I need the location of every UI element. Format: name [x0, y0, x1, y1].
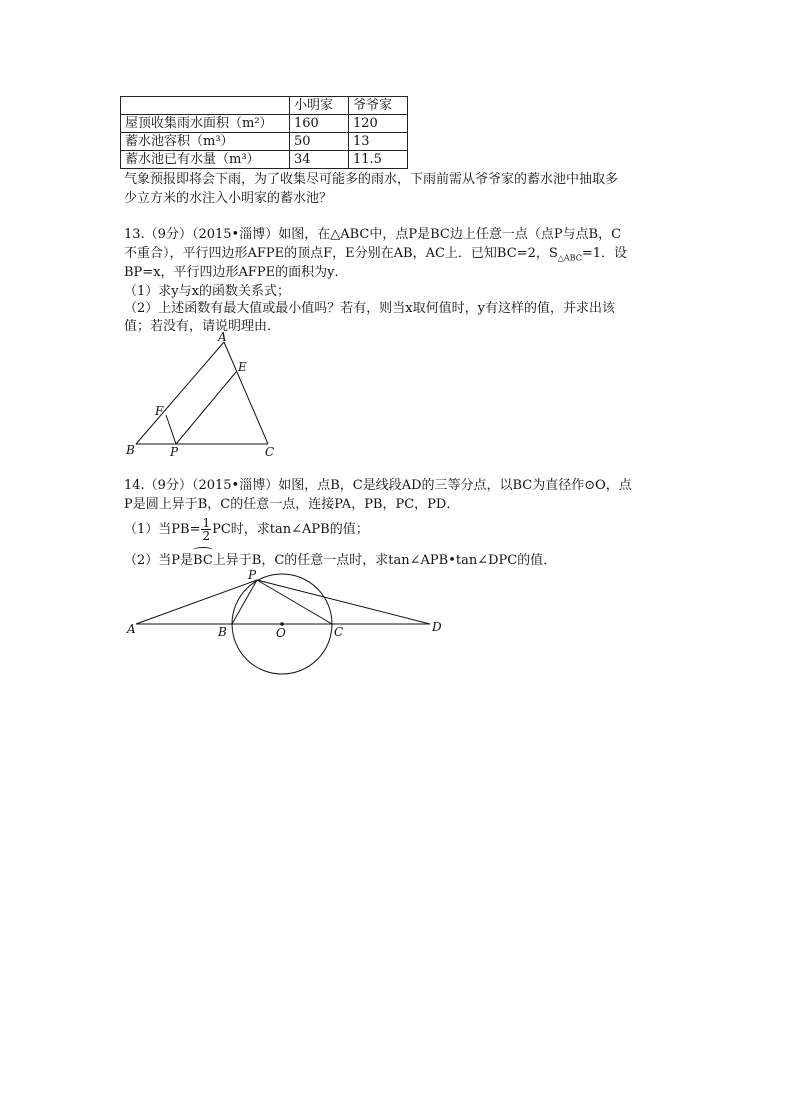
table-header-cell: 小明家 — [290, 97, 349, 115]
q13-text-line: 不重合），平行四边形AFPE的顶点F，E分别在AB，AC上．已知BC=2，$S_{\triangle ABC}=1$．设 — [124, 246, 627, 263]
table-cell — [121, 97, 290, 115]
label-F: F — [155, 404, 164, 418]
triangle-figure — [120, 330, 290, 460]
q12-text-line: 气象预报即将会下雨，为了收集尽可能多的雨水，下雨前需从爷爷家的蓄水池中抽取多 — [124, 172, 619, 187]
q14-text-line: P是圆上异于B，C的任意一点，连接PA，PB，PC，PD． — [124, 497, 460, 512]
q12-text-line: 少立方米的水注入小明家的蓄水池？ — [124, 191, 333, 206]
table-row — [121, 115, 408, 133]
table-cell: 50 — [290, 133, 349, 151]
label-B: B — [218, 625, 227, 639]
table-cell: 11.5 — [349, 151, 408, 169]
circle-figure — [120, 570, 460, 675]
subscript: △ABC — [557, 253, 582, 263]
label-E: E — [238, 360, 247, 374]
label-O: O — [276, 626, 286, 640]
arc-notation: BC — [193, 553, 213, 568]
table-header-cell: 爷爷家 — [349, 97, 408, 115]
label-A: A — [127, 622, 136, 636]
q14-part2: （2）当P是BC上异于B，C的任意一点时，求tan∠APB•tan∠DPC的值． — [124, 553, 557, 568]
q13-part1: （1）求y与x的函数关系式； — [124, 284, 290, 299]
table-row — [121, 97, 408, 115]
table-row — [121, 133, 408, 151]
q13-text-line: BP=x，平行四边形AFPE的面积为y． — [124, 265, 348, 280]
label-C: C — [334, 625, 344, 639]
table-cell: 160 — [290, 115, 349, 133]
q14-part1: （1）当PB= $\frac{1}{2}$ PC时，求tan∠APB的值； — [124, 516, 369, 543]
table-cell: 120 — [349, 115, 408, 133]
label-P: P — [248, 570, 257, 582]
fraction: $\frac{1}{2}$ — [202, 516, 211, 543]
table-row-label: 蓄水池容积（m³） — [121, 133, 290, 151]
table-row-label: 蓄水池已有水量（m³） — [121, 151, 290, 169]
label-B: B — [126, 443, 135, 457]
q13-part2: （2）上述函数有最大值或最小值吗？若有，则当x取何值时，y有这样的值，并求出该 — [124, 301, 615, 316]
label-A: A — [218, 330, 227, 344]
label-C: C — [265, 445, 275, 459]
q13-text-line: 13.（9分）（2015•淄博）如图，在△ABC中，点P是BC边上任意一点（点P与点B，C — [124, 227, 622, 242]
table-row — [121, 151, 408, 169]
label-D: D — [432, 620, 442, 634]
rain-data-table — [120, 96, 408, 169]
table-cell: 13 — [349, 133, 408, 151]
table-row-label: 屋顶收集雨水面积（m²） — [121, 115, 290, 133]
q14-text-line: 14.（9分）（2015•淄博）如图，点B，C是线段AD的三等分点，以BC为直径作⊙O，点 — [124, 478, 632, 493]
q13-part2: 值；若没有，请说明理由． — [124, 319, 281, 334]
label-P: P — [170, 445, 179, 459]
table-cell: 34 — [290, 151, 349, 169]
